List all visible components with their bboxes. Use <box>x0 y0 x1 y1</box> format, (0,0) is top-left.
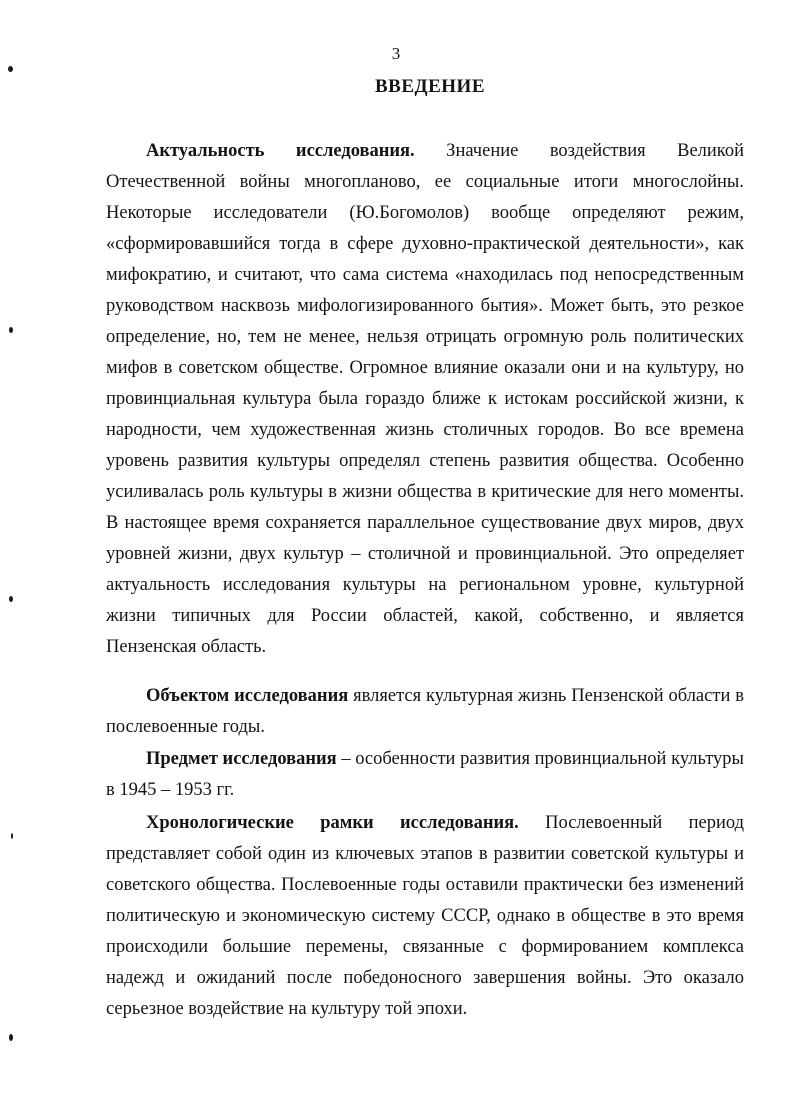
object-term: Объектом исследования <box>146 686 349 706</box>
page-number: 3 <box>391 44 401 63</box>
relevance-text: Значение воздействия Великой Отечественной войны многопланово, ее социальные итоги многослойны. Некоторые исследователи (Ю.Богомолов) вообще определяют режим, «сформировавшийся тогда в сфере духовно-практической деятельности», как мифократию, и считают, что сама система «находилась под непосредственным руководством насквозь мифологизированного бытия». Может быть, это резкое определение, но, тем не менее, нельзя отрицать огромную роль политических мифов в советском обществе. Огромное влияние оказали они и на культуру, но провинциальная культура была гораздо ближе к истокам российской жизни, к народности, чем художественная жизнь столичных городов. Во все времена уровень развития культуры определял степень развития общества. Особенно усиливалась роль культуры в жизни общества в критические для него моменты. В настоящее время сохраняется параллельное существование двух миров, двух уровней жизни, двух культур – столичной и провинциальной. Это определяет актуальность исследования культуры на региональном уровне, культурной жизни типичных для России областей, какой, собственно, и является Пензенская область. <box>106 141 744 657</box>
subject-text: – особенности развития провинциальной культуры в 1945 – 1953 гг. <box>106 749 744 800</box>
relevance-section <box>106 136 744 663</box>
subject-paragraph <box>106 744 744 806</box>
chronology-paragraph <box>106 808 744 1025</box>
chronology-term: Хронологические рамки исследования. <box>146 813 519 833</box>
scan-mark <box>11 833 13 839</box>
relevance-paragraph <box>106 136 744 663</box>
subject-section <box>106 744 744 806</box>
scan-mark <box>8 66 13 72</box>
chronology-text: Послевоенный период представляет собой один из ключевых этапов в развитии советской культуры и советского общества. Послевоенные годы оставили практически без изменений политическую и экономическую систему СССР, однако в обществе в это время происходили большие перемены, связанные с формированием комплекса надежд и ожиданий после победоносного завершения войны. Это оказало серьезное воздействие на культуру той эпохи. <box>106 813 745 1019</box>
scan-mark <box>9 327 13 333</box>
section-heading: ВВЕДЕНИЕ <box>375 76 485 97</box>
subject-term: Предмет исследования <box>146 749 337 769</box>
chronology-section <box>106 808 744 1025</box>
object-section <box>106 681 744 743</box>
scan-mark <box>9 596 13 602</box>
object-paragraph <box>106 681 744 743</box>
relevance-term: Актуальность исследования. <box>146 141 415 161</box>
object-text: является культурная жизнь Пензенской области в послевоенные годы. <box>106 686 744 737</box>
scan-mark <box>9 1034 13 1041</box>
